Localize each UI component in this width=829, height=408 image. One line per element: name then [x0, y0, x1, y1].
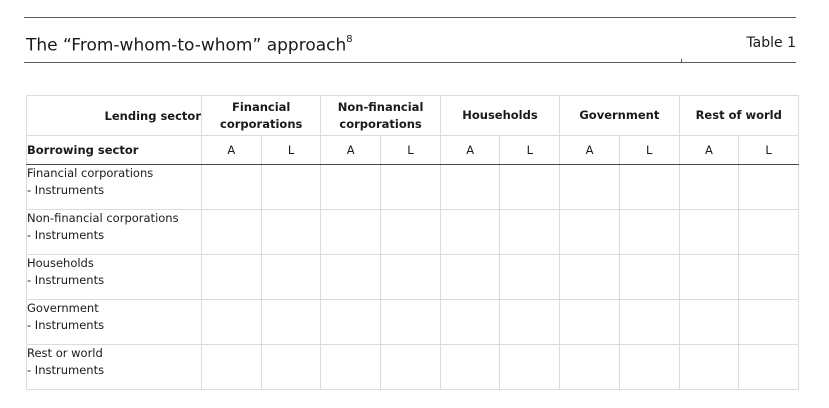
col-l: L: [739, 136, 799, 165]
table-cell: [202, 345, 262, 390]
table-cell: [381, 165, 441, 210]
table-cell: [560, 210, 620, 255]
table-cell: [679, 255, 739, 300]
table-cell: [202, 165, 262, 210]
col-households: Households: [440, 96, 559, 136]
table-cell: [202, 255, 262, 300]
table-row: [27, 255, 799, 300]
table-cell: [739, 255, 799, 300]
table-number-label: Table 1: [746, 35, 796, 51]
table-row: [27, 210, 799, 255]
table-cell: [321, 165, 381, 210]
flow-of-funds-table: [26, 95, 799, 390]
table-cell: [619, 255, 679, 300]
table-cell: [202, 210, 262, 255]
table-cell: [679, 210, 739, 255]
table-row: [27, 165, 799, 210]
row-label: Non-financial corporations - Instruments: [27, 210, 202, 255]
col-l: L: [381, 136, 441, 165]
table-cell: [560, 300, 620, 345]
table-cell: [619, 210, 679, 255]
table-cell: [261, 345, 321, 390]
col-financial-corporations: Financial corporations: [202, 96, 321, 136]
table-cell: [261, 210, 321, 255]
page-title: [26, 31, 353, 57]
rule-tick: [681, 59, 682, 63]
table-cell: [500, 255, 560, 300]
col-a: A: [679, 136, 739, 165]
table-cell: [679, 300, 739, 345]
col-a: A: [202, 136, 262, 165]
col-rest-of-world: Rest of world: [679, 96, 798, 136]
col-l: L: [619, 136, 679, 165]
asset-liability-row: [27, 136, 799, 165]
table-cell: [261, 300, 321, 345]
table-cell: [440, 165, 500, 210]
table-cell: [202, 300, 262, 345]
top-rule: [24, 17, 796, 18]
table-cell: [619, 345, 679, 390]
table-cell: [500, 300, 560, 345]
table-cell: [440, 210, 500, 255]
table-cell: [321, 300, 381, 345]
col-l: L: [261, 136, 321, 165]
table-cell: [261, 165, 321, 210]
row-label: Households - Instruments: [27, 255, 202, 300]
table-cell: [619, 300, 679, 345]
table-cell: [440, 300, 500, 345]
row-label: Government - Instruments: [27, 300, 202, 345]
table-cell: [440, 345, 500, 390]
col-a: A: [440, 136, 500, 165]
table-cell: [679, 165, 739, 210]
table-cell: [619, 165, 679, 210]
table-cell: [381, 255, 441, 300]
table-row: [27, 345, 799, 390]
col-l: L: [500, 136, 560, 165]
table-cell: [739, 345, 799, 390]
lending-sector-label: Lending sector: [27, 96, 202, 136]
table-cell: [560, 345, 620, 390]
row-label: Financial corporations - Instruments: [27, 165, 202, 210]
sector-header-row: [27, 96, 799, 136]
table-cell: [261, 255, 321, 300]
table-cell: [560, 165, 620, 210]
table-cell: [440, 255, 500, 300]
table-cell: [739, 300, 799, 345]
table-row: [27, 300, 799, 345]
table-cell: [321, 210, 381, 255]
table-cell: [739, 165, 799, 210]
table-cell: [739, 210, 799, 255]
table-cell: [381, 300, 441, 345]
table-cell: [679, 345, 739, 390]
table-cell: [560, 255, 620, 300]
table-cell: [500, 345, 560, 390]
col-non-financial-corporations: Non-financial corporations: [321, 96, 440, 136]
table-cell: [500, 210, 560, 255]
col-government: Government: [560, 96, 679, 136]
borrowing-sector-label: Borrowing sector: [27, 136, 202, 165]
table-cell: [500, 165, 560, 210]
table-cell: [321, 255, 381, 300]
table-cell: [381, 210, 441, 255]
row-label: Rest or world - Instruments: [27, 345, 202, 390]
title-text: The “From-whom-to-whom” approach: [26, 35, 347, 56]
col-a: A: [321, 136, 381, 165]
table-cell: [381, 345, 441, 390]
table-cell: [321, 345, 381, 390]
title-footnote: 8: [346, 34, 353, 45]
col-a: A: [560, 136, 620, 165]
